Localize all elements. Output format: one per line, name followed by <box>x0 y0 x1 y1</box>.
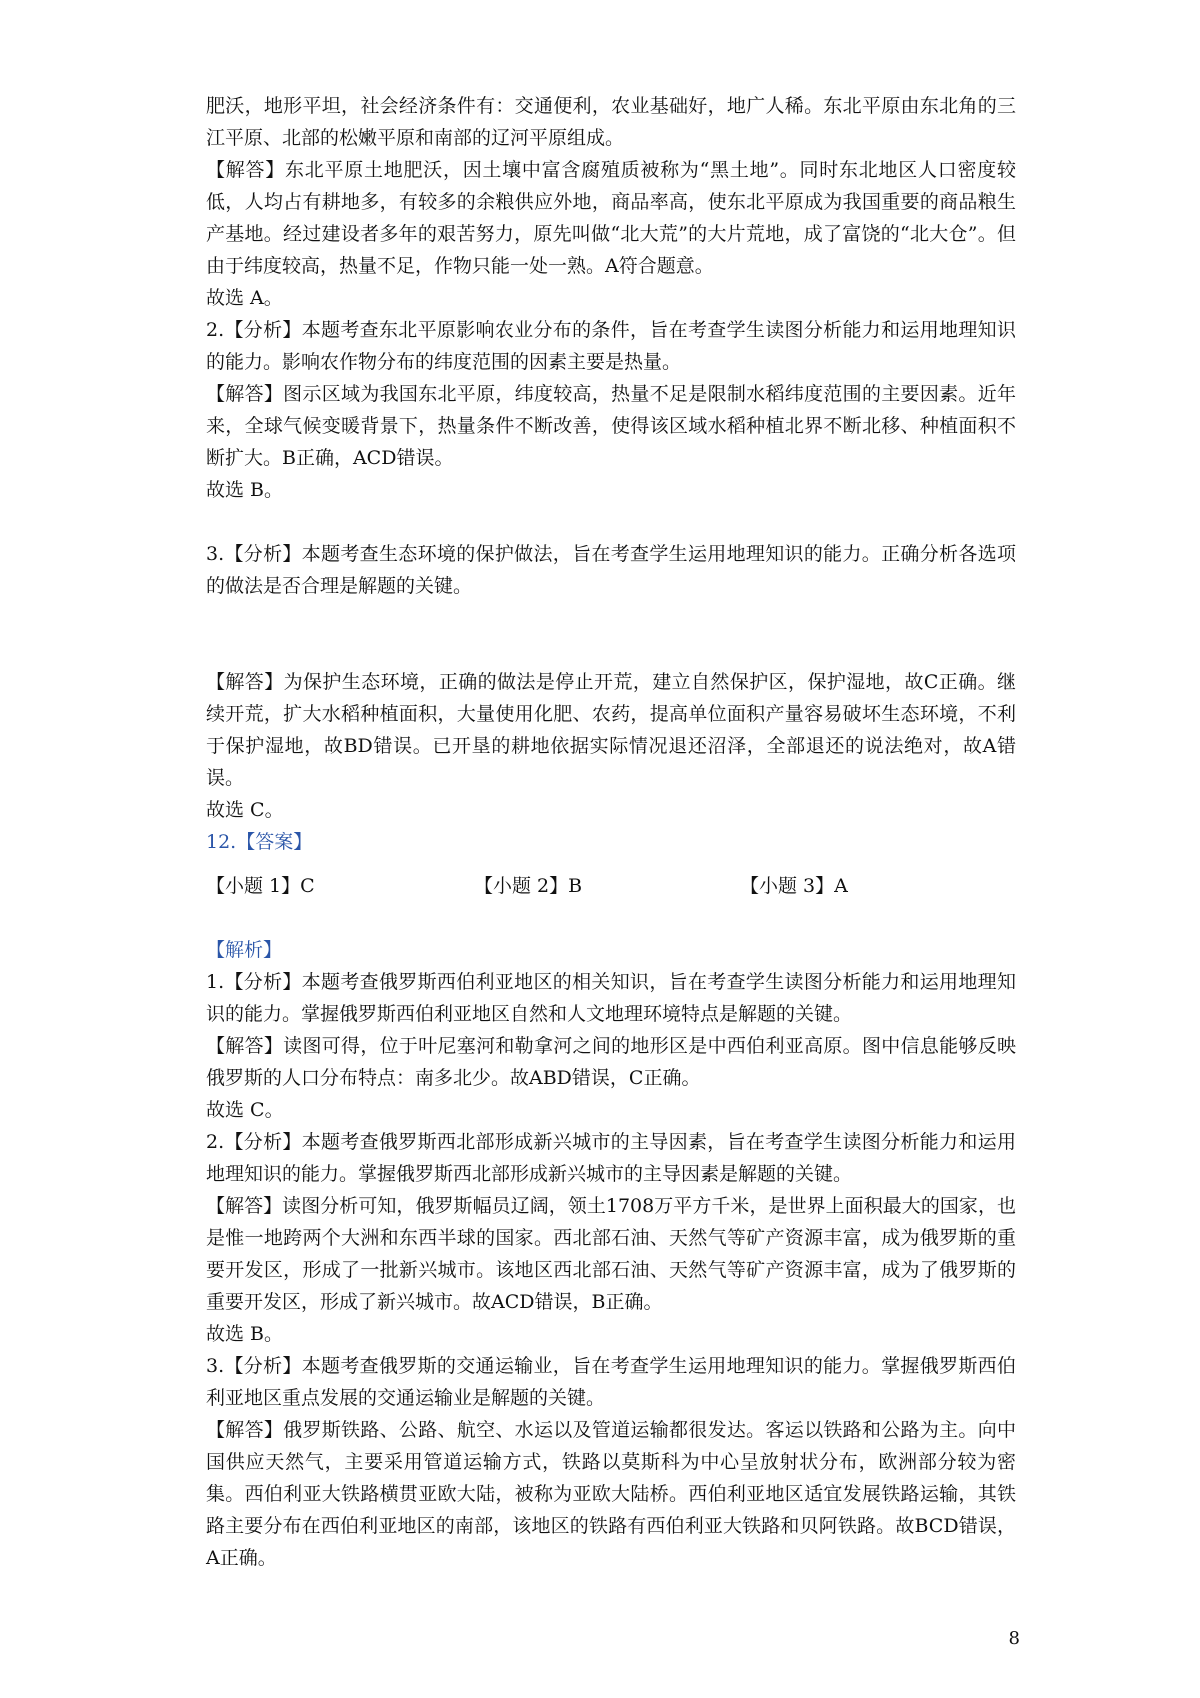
analysis-heading: 【解析】 <box>206 939 283 961</box>
spacer <box>206 602 1016 666</box>
paragraph-b7: 3.【分析】本题考查俄罗斯的交通运输业，旨在考查学生运用地理知识的能力。掌握俄罗斯西伯利亚地区重点发展的交通运输业是解题的关键。 <box>206 1355 1016 1409</box>
paragraph-a7: 3.【分析】本题考查生态环境的保护做法，旨在考查学生运用地理知识的能力。正确分析各选项的做法是否合理是解题的关键。 <box>206 543 1016 597</box>
paragraph-a1: 肥沃，地形平坦，社会经济条件有：交通便利，农业基础好，地广人稀。东北平原由东北角的三江平原、北部的松嫩平原和南部的辽河平原组成。 <box>206 95 1016 149</box>
answer-heading: 12.【答案】 <box>206 831 313 853</box>
paragraph-a5: 【解答】图示区域为我国东北平原，纬度较高，热量不足是限制水稻纬度范围的主要因素。近年来，全球气候变暖背景下，热量条件不断改善，使得该区域水稻种植北界不断北移、种植面积不断扩大。B正确，ACD错误。 <box>206 383 1016 469</box>
paragraph-a4: 2.【分析】本题考查东北平原影响农业分布的条件，旨在考查学生读图分析能力和运用地理知识的能力。影响农作物分布的纬度范围的因素主要是热量。 <box>206 319 1016 373</box>
sub-answer-1: 【小题 1】C <box>206 875 315 897</box>
paragraph-a6: 故选 B。 <box>206 479 284 501</box>
paragraph-b3: 故选 C。 <box>206 1099 284 1121</box>
spacer <box>206 506 1016 538</box>
paragraph-b4: 2.【分析】本题考查俄罗斯西北部形成新兴城市的主导因素，旨在考查学生读图分析能力和运用地理知识的能力。掌握俄罗斯西北部形成新兴城市的主导因素是解题的关键。 <box>206 1131 1016 1185</box>
paragraph-b1: 1.【分析】本题考查俄罗斯西伯利亚地区的相关知识，旨在考查学生读图分析能力和运用地理知识的能力。掌握俄罗斯西伯利亚地区自然和人文地理环境特点是解题的关键。 <box>206 971 1016 1025</box>
paragraph-b8: 【解答】俄罗斯铁路、公路、航空、水运以及管道运输都很发达。客运以铁路和公路为主。向中国供应天然气，主要采用管道运输方式，铁路以莫斯科为中心呈放射状分布，欧洲部分较为密集。西伯利亚大铁路横贯亚欧大陆，被称为亚欧大陆桥。西伯利亚地区适宜发展铁路运输，其铁路主要分布在西伯利亚地区的南部，该地区的铁路有西伯利亚大铁路和贝阿铁路。故BCD错误，A正确。 <box>206 1419 1016 1569</box>
paragraph-b2: 【解答】读图可得，位于叶尼塞河和勒拿河之间的地形区是中西伯利亚高原。图中信息能够反映俄罗斯的人口分布特点：南多北少。故ABD错误，C正确。 <box>206 1035 1016 1089</box>
page-content <box>206 90 1016 1574</box>
paragraph-a8: 【解答】为保护生态环境，正确的做法是停止开荒，建立自然保护区，保护湿地，故C正确。继续开荒，扩大水稻种植面积，大量使用化肥、农药，提高单位面积产量容易破坏生态环境，不利于保护湿地，故BD错误。已开垦的耕地依据实际情况退还沼泽，全部退还的说法绝对，故A错误。 <box>206 671 1016 789</box>
paragraph-b5: 【解答】读图分析可知，俄罗斯幅员辽阔，领土1708万平方千米，是世界上面积最大的国家，也是惟一地跨两个大洲和东西半球的国家。西北部石油、天然气等矿产资源丰富，成为俄罗斯的重要开发区，形成了一批新兴城市。该地区西北部石油、天然气等矿产资源丰富，成为了俄罗斯的重要开发区，形成了新兴城市。故ACD错误，B正确。 <box>206 1195 1016 1313</box>
spacer <box>206 902 1016 934</box>
paragraph-a3: 故选 A。 <box>206 287 283 309</box>
sub-answer-3: 【小题 3】A <box>740 875 848 897</box>
sub-answers-row <box>206 870 1016 902</box>
paragraph-a2: 【解答】东北平原土地肥沃，因土壤中富含腐殖质被称为“黑土地”。同时东北地区人口密度较低，人均占有耕地多，有较多的余粮供应外地，商品率高，使东北平原成为我国重要的商品粮生产基地。经过建设者多年的艰苦努力，原先叫做“北大荒”的大片荒地，成了富饶的“北大仓”。但由于纬度较高，热量不足，作物只能一处一熟。A符合题意。 <box>206 159 1016 277</box>
paragraph-b6: 故选 B。 <box>206 1323 284 1345</box>
sub-answer-2: 【小题 2】B <box>474 875 583 897</box>
page-number: 8 <box>1008 1628 1020 1649</box>
paragraph-a9: 故选 C。 <box>206 799 284 821</box>
